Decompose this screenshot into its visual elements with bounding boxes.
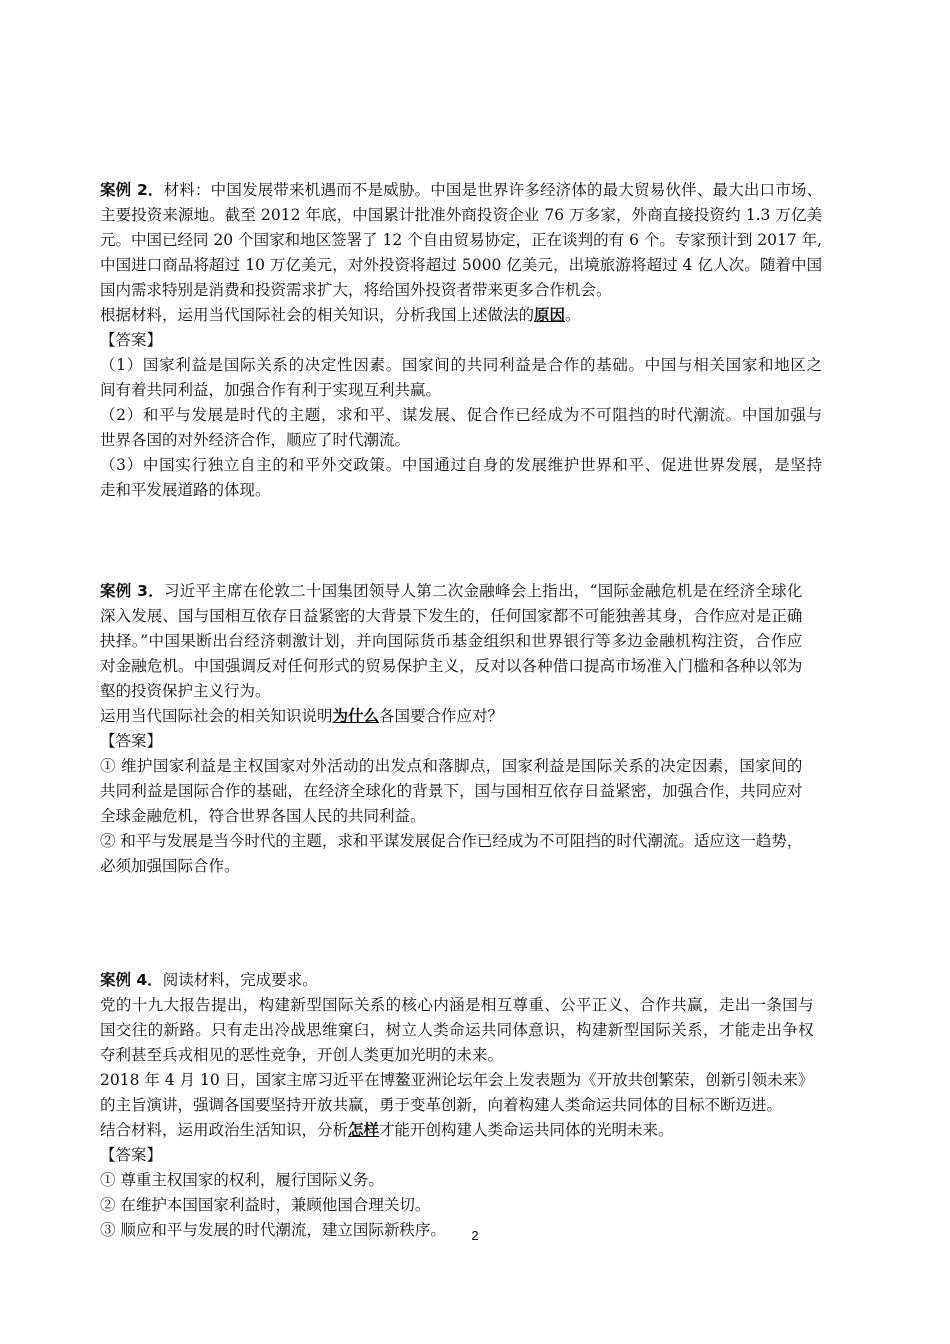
answer-line: 共同利益是国际合作的基础，在经济全球化的背景下，国与国相互依存日益紧密，加强合作，共同应对	[100, 782, 803, 800]
case-2-material-line: 中国进口商品将超过 10 万亿美元，对外投资将超过 5000 亿美元，出境旅游将超过 4 亿人次。随着中国	[100, 256, 823, 274]
question-keyword: 怎样	[348, 1121, 380, 1139]
case-4-first-line	[100, 968, 814, 993]
question-text: 结合材料，运用政治生活知识，分析	[100, 1121, 349, 1139]
answer-label: 【答案】	[100, 331, 163, 349]
case-3-material-line: 习近平主席在伦敦二十国集团领导人第二次金融峰会上指出，“国际金融危机是在经济全球化	[164, 582, 803, 600]
case-4-material-line: 党的十九大报告提出，构建新型国际关系的核心内涵是相互尊重、公平正义、合作共赢，走出一条国与	[100, 996, 814, 1014]
case-3-title: 案例 3．	[100, 582, 164, 600]
answer-line: 走和平发展道路的体现。	[100, 481, 271, 499]
case-3-material-line: 对金融危机。中国强调反对任何形式的贸易保护主义，反对以各种借口提高市场准入门槛和各种以邻为	[100, 657, 803, 675]
case-2-title: 案例 2．	[100, 181, 164, 199]
answer-line: （3）中国实行独立自主的和平外交政策。中国通过自身的发展维护世界和平、促进世界发展，是坚持	[100, 456, 823, 474]
case-3-question	[100, 704, 802, 729]
case-4-material-line: 夺利甚至兵戎相见的恶性竞争，开创人类更加光明的未来。	[100, 1046, 504, 1064]
answer-line: ① 维护国家利益是主权国家对外活动的出发点和落脚点，国家利益是国际关系的决定因素，国家间的	[100, 757, 803, 775]
answer-line: （1）国家利益是国际关系的决定性因素。国家间的共同利益是合作的基础。中国与相关国家和地区之	[100, 356, 823, 374]
case-2	[100, 178, 822, 503]
case-3-material-line: 壑的投资保护主义行为。	[100, 682, 271, 700]
answer-line: ① 尊重主权国家的权利，履行国际义务。	[100, 1171, 384, 1189]
question-keyword: 原因	[534, 306, 566, 324]
case-2-first-line	[100, 178, 822, 203]
answer-line: ③ 顺应和平与发展的时代潮流，建立国际新秩序。	[100, 1221, 446, 1239]
question-keyword: 为什么	[332, 707, 380, 725]
answer-line: ② 在维护本国国家利益时，兼顾他国合理关切。	[100, 1196, 431, 1214]
case-4-question	[100, 1118, 814, 1143]
question-text: 各国要合作应对？	[379, 707, 504, 725]
answer-line: 全球金融危机，符合世界各国人民的共同利益。	[100, 807, 426, 825]
answer-label: 【答案】	[100, 732, 163, 750]
answer-line: 世界各国的对外经济合作，顺应了时代潮流。	[100, 431, 411, 449]
case-3-material-line: 深入发展、国与国相互依存日益紧密的大背景下发生的，任何国家都不可能独善其身，合作应对是正确	[100, 607, 803, 625]
case-2-question	[100, 303, 822, 328]
case-4-material-line: 国交往的新路。只有走出冷战思维窠臼，树立人类命运共同体意识，构建新型国际关系，才能走出争权	[100, 1021, 814, 1039]
answer-line: 必须加强国际合作。	[100, 857, 240, 875]
case-3-first-line	[100, 579, 802, 604]
answer-line: （2）和平与发展是时代的主题，求和平、谋发展、促合作已经成为不可阻挡的时代潮流。中国加强与	[100, 406, 823, 424]
case-4-material-line: 2018 年 4 月 10 日，国家主席习近平在博鳌亚洲论坛年会上发表题为《开放共创繁荣，创新引领未来》	[100, 1071, 814, 1089]
answer-line: ② 和平与发展是当今时代的主题，求和平谋发展促合作已经成为不可阻挡的时代潮流。适应这一趋势，	[100, 832, 803, 850]
case-3-material-line: 抉择。”中国果断出台经济刺激计划，并向国际货币基金组织和世界银行等多边金融机构注资，合作应	[100, 632, 803, 650]
question-text: 才能开创构建人类命运共同体的光明未来。	[379, 1121, 674, 1139]
case-2-material-line: 材料：中国发展带来机遇而不是威胁。中国是世界许多经济体的最大贸易伙伴、最大出口市场、	[163, 181, 823, 199]
question-text: 运用当代国际社会的相关知识说明	[100, 707, 333, 725]
case-4-material-line: 的主旨演讲，强调各国要坚持开放共赢，勇于变革创新，向着构建人类命运共同体的目标不断迈进。	[100, 1096, 783, 1114]
case-3	[100, 579, 802, 879]
case-4-instruction: 阅读材料，完成要求。	[162, 971, 318, 989]
answer-label: 【答案】	[100, 1146, 163, 1164]
case-2-material-line: 主要投资来源地。截至 2012 年底，中国累计批准外商投资企业 76 万多家，外商直接投资约 1.3 万亿美	[100, 206, 823, 224]
question-text: 。	[565, 306, 581, 324]
case-4-title: 案例 4．	[100, 971, 163, 989]
case-2-material-line: 元。中国已经同 20 个国家和地区签署了 12 个自由贸易协定，正在谈判的有 6 个。专家预计到 2017 年,	[100, 231, 823, 249]
case-4	[100, 968, 814, 1243]
page-number: 2	[471, 1228, 479, 1243]
question-text: 根据材料，运用当代国际社会的相关知识，分析我国上述做法的	[100, 306, 535, 324]
case-2-material-line: 国内需求特别是消费和投资需求扩大，将给国外投资者带来更多合作机会。	[100, 281, 612, 299]
answer-line: 间有着共同利益，加强合作有利于实现互利共赢。	[100, 381, 442, 399]
